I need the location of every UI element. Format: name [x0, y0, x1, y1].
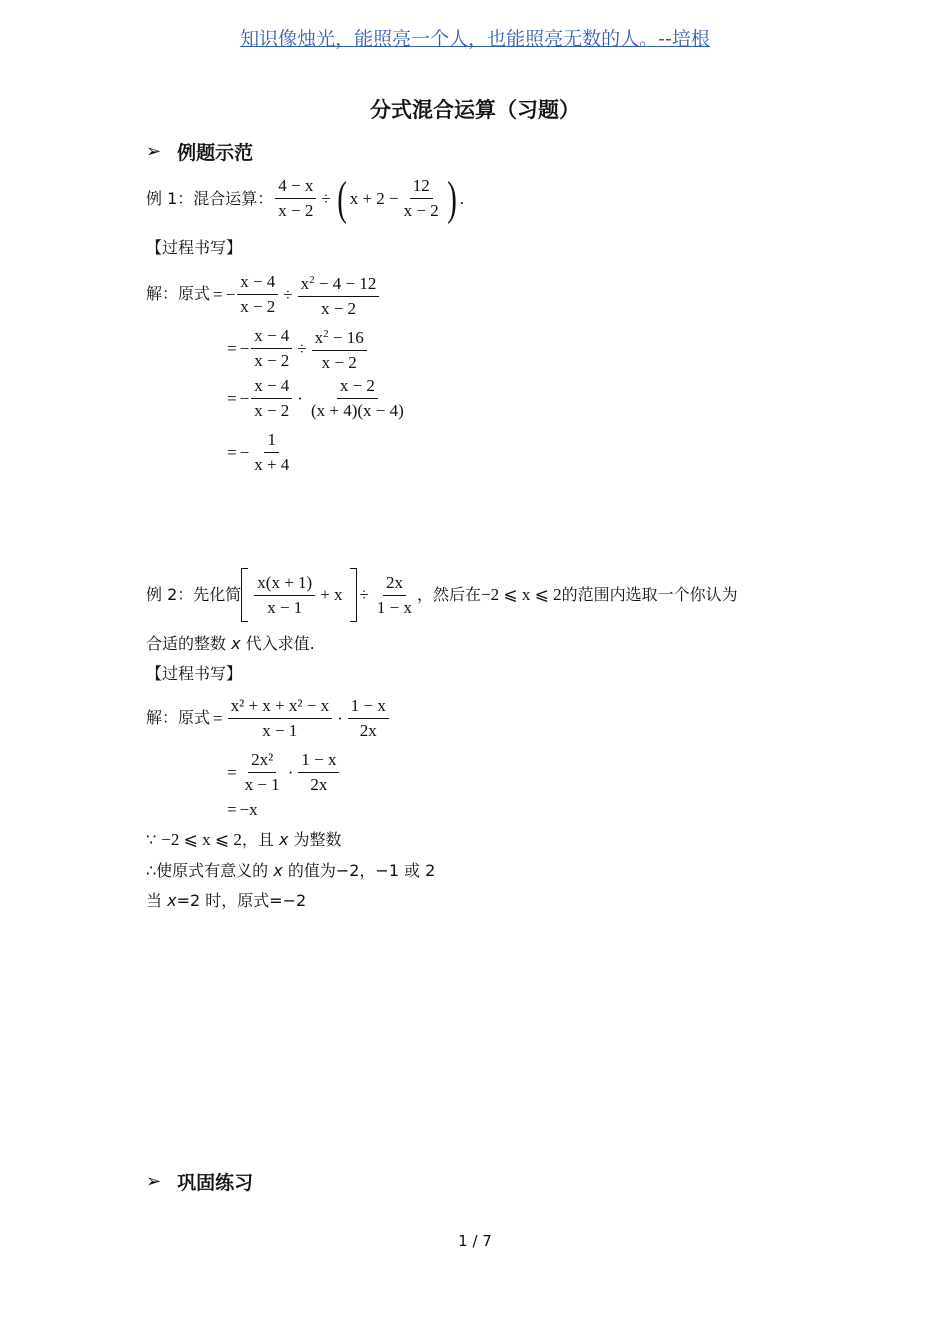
- example2-question: [146, 568, 738, 622]
- section-label: 例题示范: [177, 142, 254, 164]
- result: −x: [239, 800, 258, 819]
- numerator: 2x: [383, 571, 406, 596]
- section-heading-practice: [146, 1168, 253, 1195]
- text: 的值为−2，−1 或 2: [282, 861, 436, 880]
- fraction: [374, 571, 415, 620]
- multiply-dot: ·: [337, 708, 343, 728]
- text: =2 时，原式=−2: [176, 891, 307, 910]
- divide-sign: ÷: [297, 338, 307, 358]
- numerator: x − 4: [251, 324, 292, 349]
- numerator: x − 2: [337, 374, 378, 399]
- equals-sign: =: [213, 708, 223, 728]
- right-bracket: [350, 568, 357, 622]
- range-expression: −2 ⩽ x ⩽ 2: [161, 830, 242, 849]
- fraction: [401, 174, 442, 223]
- example1-label: 例 1：混合运算：: [146, 188, 274, 208]
- minus-sign: −: [239, 338, 250, 358]
- range-expression: −2 ⩽ x ⩽ 2: [481, 585, 562, 604]
- numerator: x² + x + x² − x: [228, 694, 332, 719]
- arrow-bullet-icon: ➢: [146, 1171, 162, 1192]
- example2-label: 例 2：先化简: [146, 585, 242, 604]
- num-rest: − 4 − 12: [314, 274, 377, 293]
- text: ∴使原式有意义的: [146, 861, 274, 880]
- var-x: x: [278, 830, 289, 849]
- question-mid-text: ，然后在: [416, 585, 481, 604]
- numerator: 1 − x: [298, 748, 339, 773]
- process-label: 【过程书写】: [146, 238, 243, 257]
- solution-label: 解：原式: [146, 709, 211, 727]
- numerator: x − 4: [237, 270, 278, 295]
- example2-question-line2: [146, 634, 315, 654]
- fraction: [251, 428, 292, 477]
- equals-sign: =: [227, 762, 237, 782]
- plus-term: + x: [320, 585, 343, 604]
- var-x: x: [167, 891, 177, 910]
- denominator: x − 1: [244, 775, 280, 794]
- question-tail-text: 的范围内选取一个你认为: [561, 585, 738, 604]
- fraction: [237, 270, 278, 319]
- section-label: 巩固练习: [177, 1172, 254, 1194]
- var-x: x: [314, 328, 324, 347]
- var-x: x: [300, 274, 310, 293]
- right-paren: ): [446, 171, 457, 225]
- numerator: x − 4: [251, 374, 292, 399]
- denominator: x − 2: [254, 401, 290, 420]
- divide-sign: ÷: [283, 284, 293, 304]
- process-label: 【过程书写】: [146, 664, 243, 683]
- text: 为整数: [288, 830, 342, 849]
- equals-sign: =: [213, 284, 223, 304]
- numerator: [298, 268, 380, 297]
- denominator: x + 4: [254, 455, 290, 474]
- denominator: 2x: [310, 775, 328, 794]
- solution1-line2: [224, 322, 369, 375]
- fraction: [308, 374, 407, 423]
- var-x: x: [273, 861, 283, 880]
- divide-sign: ÷: [359, 585, 369, 604]
- fraction: [228, 694, 332, 743]
- inner-term: x + 2 −: [349, 188, 399, 208]
- fraction: [298, 748, 339, 797]
- denominator: x − 2: [278, 201, 314, 220]
- denominator: x − 2: [320, 299, 357, 318]
- because-icon: ∵: [146, 830, 157, 849]
- var-x: x: [231, 634, 241, 653]
- numerator: x(x + 1): [254, 571, 315, 596]
- multiply-dot: ·: [297, 388, 303, 408]
- text: 当: [146, 891, 168, 910]
- solution1-line3: [224, 374, 409, 423]
- denominator: x − 2: [403, 201, 439, 220]
- numerator: 1: [264, 428, 279, 453]
- page-number: 1 / 7: [458, 1232, 492, 1250]
- numerator: 2x²: [248, 748, 276, 773]
- arrow-bullet-icon: ➢: [146, 141, 162, 162]
- example1-expression: [273, 171, 464, 225]
- text: 合适的整数: [146, 634, 232, 653]
- numerator: [312, 322, 367, 351]
- numerator: 12: [410, 174, 433, 199]
- equals-sign: =: [227, 442, 237, 462]
- text: ，且: [241, 830, 279, 849]
- solution2-line2: [224, 748, 341, 797]
- therefore-line: [146, 861, 435, 881]
- fraction: [242, 748, 283, 797]
- num-rest: − 16: [328, 328, 364, 347]
- minus-sign: −: [225, 284, 236, 304]
- denominator: x − 1: [267, 597, 303, 617]
- minus-sign: −: [239, 388, 250, 408]
- denominator: x − 2: [321, 353, 357, 372]
- because-line: [146, 830, 342, 850]
- numerator: 4 − x: [275, 174, 316, 199]
- equals-sign: =: [227, 338, 237, 358]
- denominator: 2x: [359, 721, 377, 740]
- left-paren: (: [336, 171, 347, 225]
- period: .: [459, 188, 464, 208]
- fraction: [298, 268, 380, 321]
- divide-sign: ÷: [321, 188, 331, 208]
- numerator: 1 − x: [348, 694, 389, 719]
- solution-label: 解：原式: [146, 285, 211, 303]
- fraction: [275, 174, 316, 223]
- denominator: x − 2: [254, 351, 290, 370]
- page-title: 分式混合运算（习题）: [370, 98, 580, 122]
- solution2-line1: [146, 694, 391, 743]
- equals-sign: =: [227, 388, 237, 408]
- solution1-line4: [224, 428, 294, 477]
- left-bracket: [241, 568, 248, 622]
- when-line: [146, 891, 306, 911]
- text: 代入求值.: [240, 634, 315, 653]
- solution1-line1: [146, 268, 381, 321]
- exponent: 2: [309, 274, 315, 286]
- section-heading-examples: [146, 138, 253, 165]
- denominator: (x + 4)(x − 4): [310, 401, 404, 420]
- fraction: [254, 571, 315, 620]
- fraction: [251, 324, 292, 373]
- multiply-dot: ·: [287, 762, 294, 782]
- example2-expression: [241, 568, 417, 622]
- fraction: [348, 694, 389, 743]
- header-quote-link[interactable]: 知识像烛光，能照亮一个人，也能照亮无数的人。--培根: [240, 28, 710, 50]
- exponent: 2: [323, 328, 329, 340]
- minus-sign: −: [239, 442, 250, 462]
- denominator: 1 − x: [376, 597, 412, 617]
- denominator: x − 1: [262, 721, 298, 740]
- denominator: x − 2: [240, 297, 276, 316]
- solution2-line3: [224, 800, 258, 820]
- equals-sign: =: [227, 800, 237, 819]
- fraction: [312, 322, 367, 375]
- fraction: [251, 374, 292, 423]
- example1-question: [146, 171, 464, 225]
